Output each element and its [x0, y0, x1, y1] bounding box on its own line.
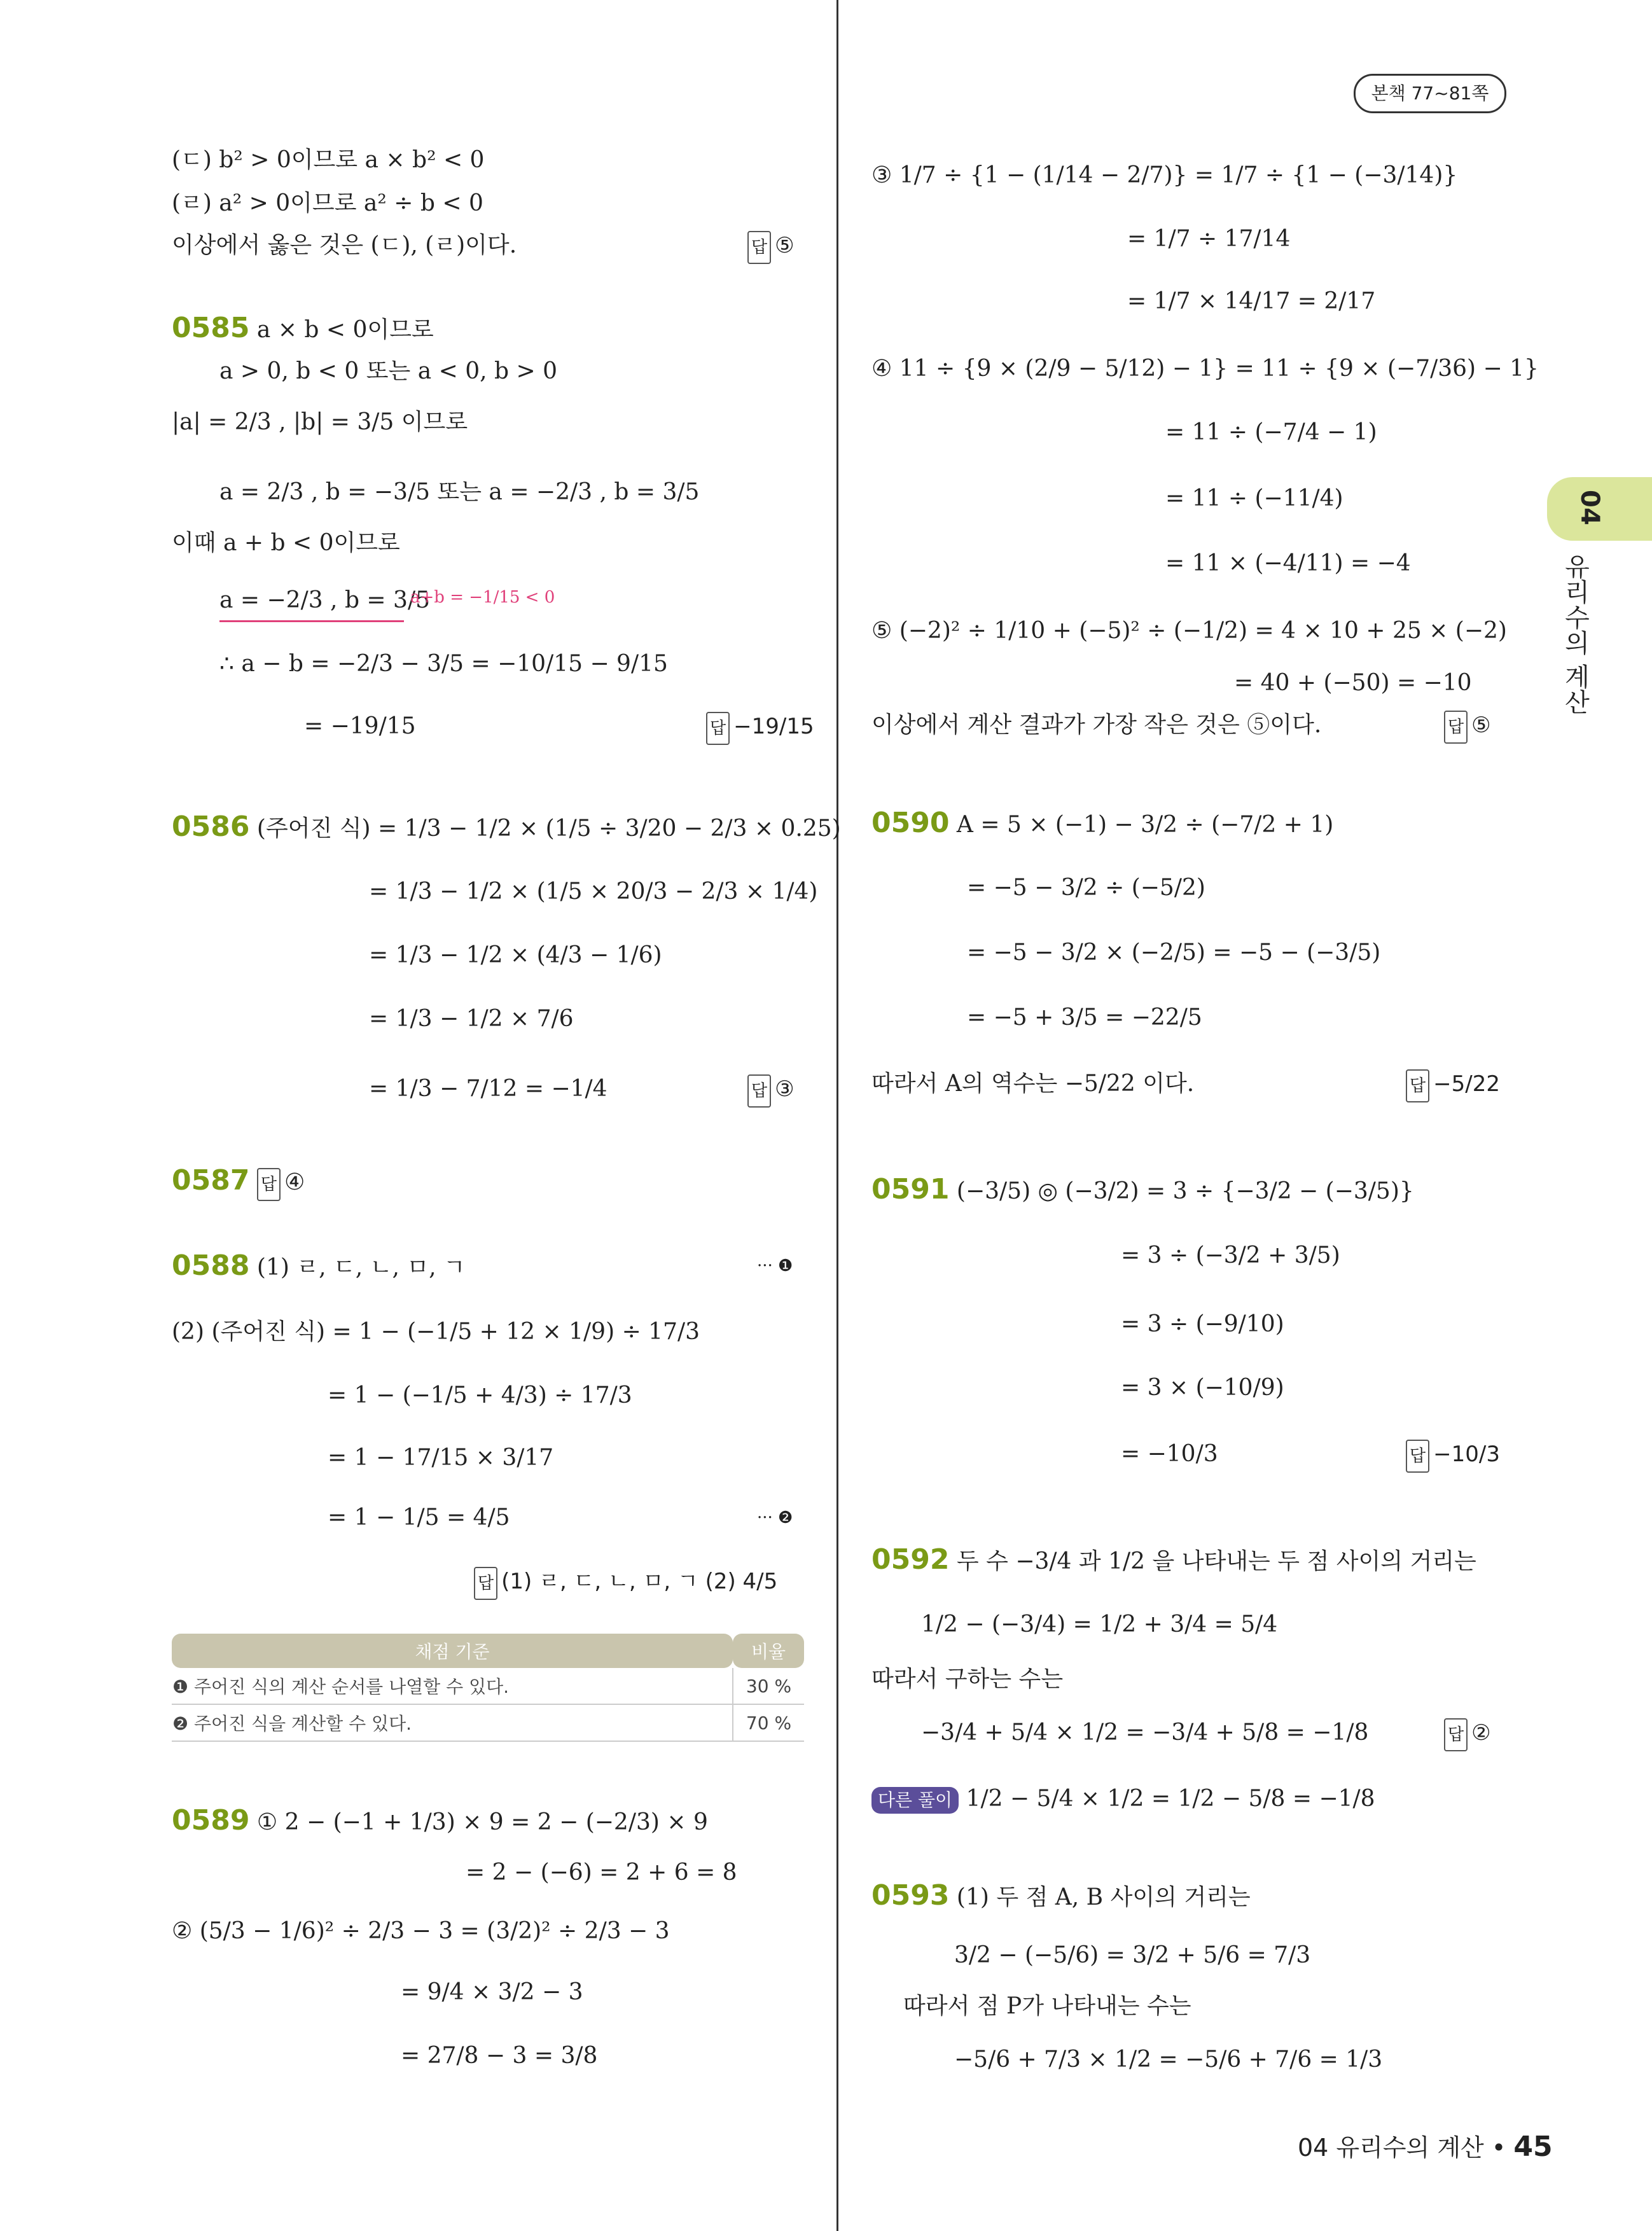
text-line: = 1/7 ÷ 17/14 — [1127, 226, 1291, 252]
alt-solution-badge: 다른 풀이 — [871, 1787, 959, 1814]
answer-mark: 답 (1) ㄹ, ㄷ, ㄴ, ㅁ, ㄱ (2) 4/5 — [474, 1566, 777, 1600]
text-line: = 1/3 − 1/2 × (4/3 − 1/6) — [369, 942, 662, 968]
chapter-tab-label: 유리수의 계산 — [1560, 553, 1590, 714]
step-marker: ··· ❷ — [757, 1508, 793, 1527]
text-line: |a| = 2/3 , |b| = 3/5 이므로 — [172, 409, 468, 435]
underline-annotation — [219, 620, 404, 622]
text-line: a = 2/3 , b = −3/5 또는 a = −2/3 , b = 3/5 — [219, 479, 700, 505]
text-line: a = −2/3 , b = 3/5 — [219, 587, 430, 613]
text-line: 이상에서 옳은 것은 (ㄷ), (ㄹ)이다. — [172, 232, 517, 258]
text-line: = 40 + (−50) = −10 — [1234, 670, 1472, 696]
answer-mark: 답 ⑤ — [747, 230, 795, 264]
column-divider — [836, 0, 838, 2231]
text-line: −3/4 + 5/4 × 1/2 = −3/4 + 5/8 = −1/8 — [921, 1720, 1369, 1746]
text-line: = −5 − 3/2 ÷ (−5/2) — [967, 875, 1205, 901]
text-line: = −5 + 3/5 = −22/5 — [967, 1004, 1202, 1031]
problem-0585: 0585 a × b < 0이므로 — [172, 312, 434, 344]
page-number: 45 — [1513, 2130, 1553, 2163]
text-line: = −5 − 3/2 × (−2/5) = −5 − (−3/5) — [967, 940, 1381, 966]
text-line: ⑤ (−2)² ÷ 1/10 + (−5)² ÷ (−1/2) = 4 × 10 + 25 × (−2) — [871, 618, 1507, 644]
text-line: (ㄷ) b² > 0이므로 a × b² < 0 — [172, 147, 485, 173]
page-reference-pill: 본책 77~81쪽 — [1354, 74, 1506, 113]
text-line: = 1/3 − 7/12 = −1/4 — [369, 1076, 607, 1102]
footer-chapter: 04 유리수의 계산 — [1298, 2134, 1484, 2162]
step-marker: ··· ❶ — [757, 1256, 793, 1275]
text-line: = 1/3 − 1/2 × 7/6 — [369, 1006, 574, 1032]
text-line: −5/6 + 7/3 × 1/2 = −5/6 + 7/6 = 1/3 — [954, 2047, 1383, 2073]
problem-0592: 0592 두 수 −3/4 과 1/2 을 나타내는 두 점 사이의 거리는 — [871, 1543, 1476, 1576]
text-line: = 3 ÷ (−3/2 + 3/5) — [1121, 1242, 1340, 1268]
text-line: 1/2 − (−3/4) = 1/2 + 3/4 = 5/4 — [921, 1611, 1278, 1637]
answer-mark: 답 ⑤ — [1444, 710, 1491, 744]
text-line: = 11 ÷ (−11/4) — [1165, 485, 1343, 511]
text-line: ④ 11 ÷ {9 × (2/9 − 5/12) − 1} = 11 ÷ {9 × (−7/36) − 1} — [871, 356, 1539, 382]
text-line: = 1 − 1/5 = 4/5 — [328, 1505, 510, 1531]
table-row: ❷ 주어진 식을 계산할 수 있다. 70 % — [172, 1704, 804, 1741]
problem-0589: 0589 ① 2 − (−1 + 1/3) × 9 = 2 − (−2/3) × 9 — [172, 1804, 708, 1837]
text-line: = 27/8 − 3 = 3/8 — [401, 2043, 598, 2069]
text-line: 따라서 점 P가 나타내는 수는 — [903, 1993, 1191, 2019]
alternative-solution: 다른 풀이 1/2 − 5/4 × 1/2 = 1/2 − 5/8 = −1/8 — [871, 1784, 1375, 1814]
text-line: = 3 × (−10/9) — [1121, 1375, 1284, 1401]
text-line: (ㄹ) a² > 0이므로 a² ÷ b < 0 — [172, 190, 483, 216]
side-note: a+b = −1/15 < 0 — [410, 588, 555, 607]
text-line: 이상에서 계산 결과가 가장 작은 것은 ⑤이다. — [871, 712, 1322, 738]
text-line: 따라서 구하는 수는 — [871, 1666, 1064, 1692]
table-header: 비율 — [733, 1634, 804, 1668]
answer-mark: 답 −5/22 — [1406, 1069, 1500, 1102]
text-line: = 1/3 − 1/2 × (1/5 × 20/3 − 2/3 × 1/4) — [369, 879, 818, 905]
text-line: 따라서 A의 역수는 −5/22 이다. — [871, 1071, 1195, 1097]
text-line: = 1/7 × 14/17 = 2/17 — [1127, 288, 1376, 314]
problem-0591: 0591 (−3/5) ◎ (−3/2) = 3 ÷ {−3/2 − (−3/5)} — [871, 1173, 1414, 1206]
chapter-tab — [1547, 477, 1652, 541]
text-line: ∴ a − b = −2/3 − 3/5 = −10/15 − 9/15 — [219, 651, 668, 677]
text-line: = 11 ÷ (−7/4 − 1) — [1165, 419, 1377, 445]
text-line: a > 0, b < 0 또는 a < 0, b > 0 — [219, 358, 558, 384]
problem-0590: 0590 A = 5 × (−1) − 3/2 ÷ (−7/2 + 1) — [871, 807, 1334, 839]
text-line: ③ 1/7 ÷ {1 − (1/14 − 2/7)} = 1/7 ÷ {1 − (−3/14)} — [871, 162, 1458, 188]
answer-mark: 답 −19/15 — [706, 711, 814, 745]
table-header: 채점 기준 — [172, 1634, 733, 1668]
text-line: ② (5/3 − 1/6)² ÷ 2/3 − 3 = (3/2)² ÷ 2/3 − 3 — [172, 1918, 670, 1944]
text-line: 3/2 − (−5/6) = 3/2 + 5/6 = 7/3 — [954, 1942, 1311, 1968]
text-line: 이때 a + b < 0이므로 — [172, 530, 400, 556]
text-line: = −10/3 — [1121, 1441, 1218, 1467]
text-line: = 9/4 × 3/2 − 3 — [401, 1979, 583, 2005]
problem-0587: 0587 답 ④ — [172, 1165, 305, 1201]
answer-mark: 답 −10/3 — [1406, 1439, 1500, 1473]
text-line: = 1 − (−1/5 + 4/3) ÷ 17/3 — [328, 1382, 632, 1408]
scoring-table — [172, 1634, 804, 1742]
answer-mark: 답 ③ — [747, 1074, 795, 1108]
text-line: = 2 − (−6) = 2 + 6 = 8 — [466, 1859, 737, 1886]
table-row: ❶ 주어진 식의 계산 순서를 나열할 수 있다. 30 % — [172, 1668, 804, 1704]
problem-0593: 0593 (1) 두 점 A, B 사이의 거리는 — [871, 1879, 1251, 1912]
chapter-tab-number: 04 — [1575, 490, 1604, 525]
problem-0586: 0586 (주어진 식) = 1/3 − 1/2 × (1/5 ÷ 3/20 − 2/3 × 0.25) — [172, 810, 841, 843]
text-line: = 1 − 17/15 × 3/17 — [328, 1445, 554, 1471]
page-footer: 04 유리수의 계산 • 45 — [1298, 2130, 1553, 2163]
text-line: = 3 ÷ (−9/10) — [1121, 1311, 1284, 1337]
text-line: = −19/15 — [304, 713, 416, 739]
text-line: (2) (주어진 식) = 1 − (−1/5 + 12 × 1/9) ÷ 17/3 — [172, 1319, 700, 1345]
problem-0588: 0588 (1) ㄹ, ㄷ, ㄴ, ㅁ, ㄱ — [172, 1249, 466, 1282]
text-line: = 11 × (−4/11) = −4 — [1165, 550, 1411, 576]
answer-mark: 답 ② — [1444, 1718, 1491, 1751]
